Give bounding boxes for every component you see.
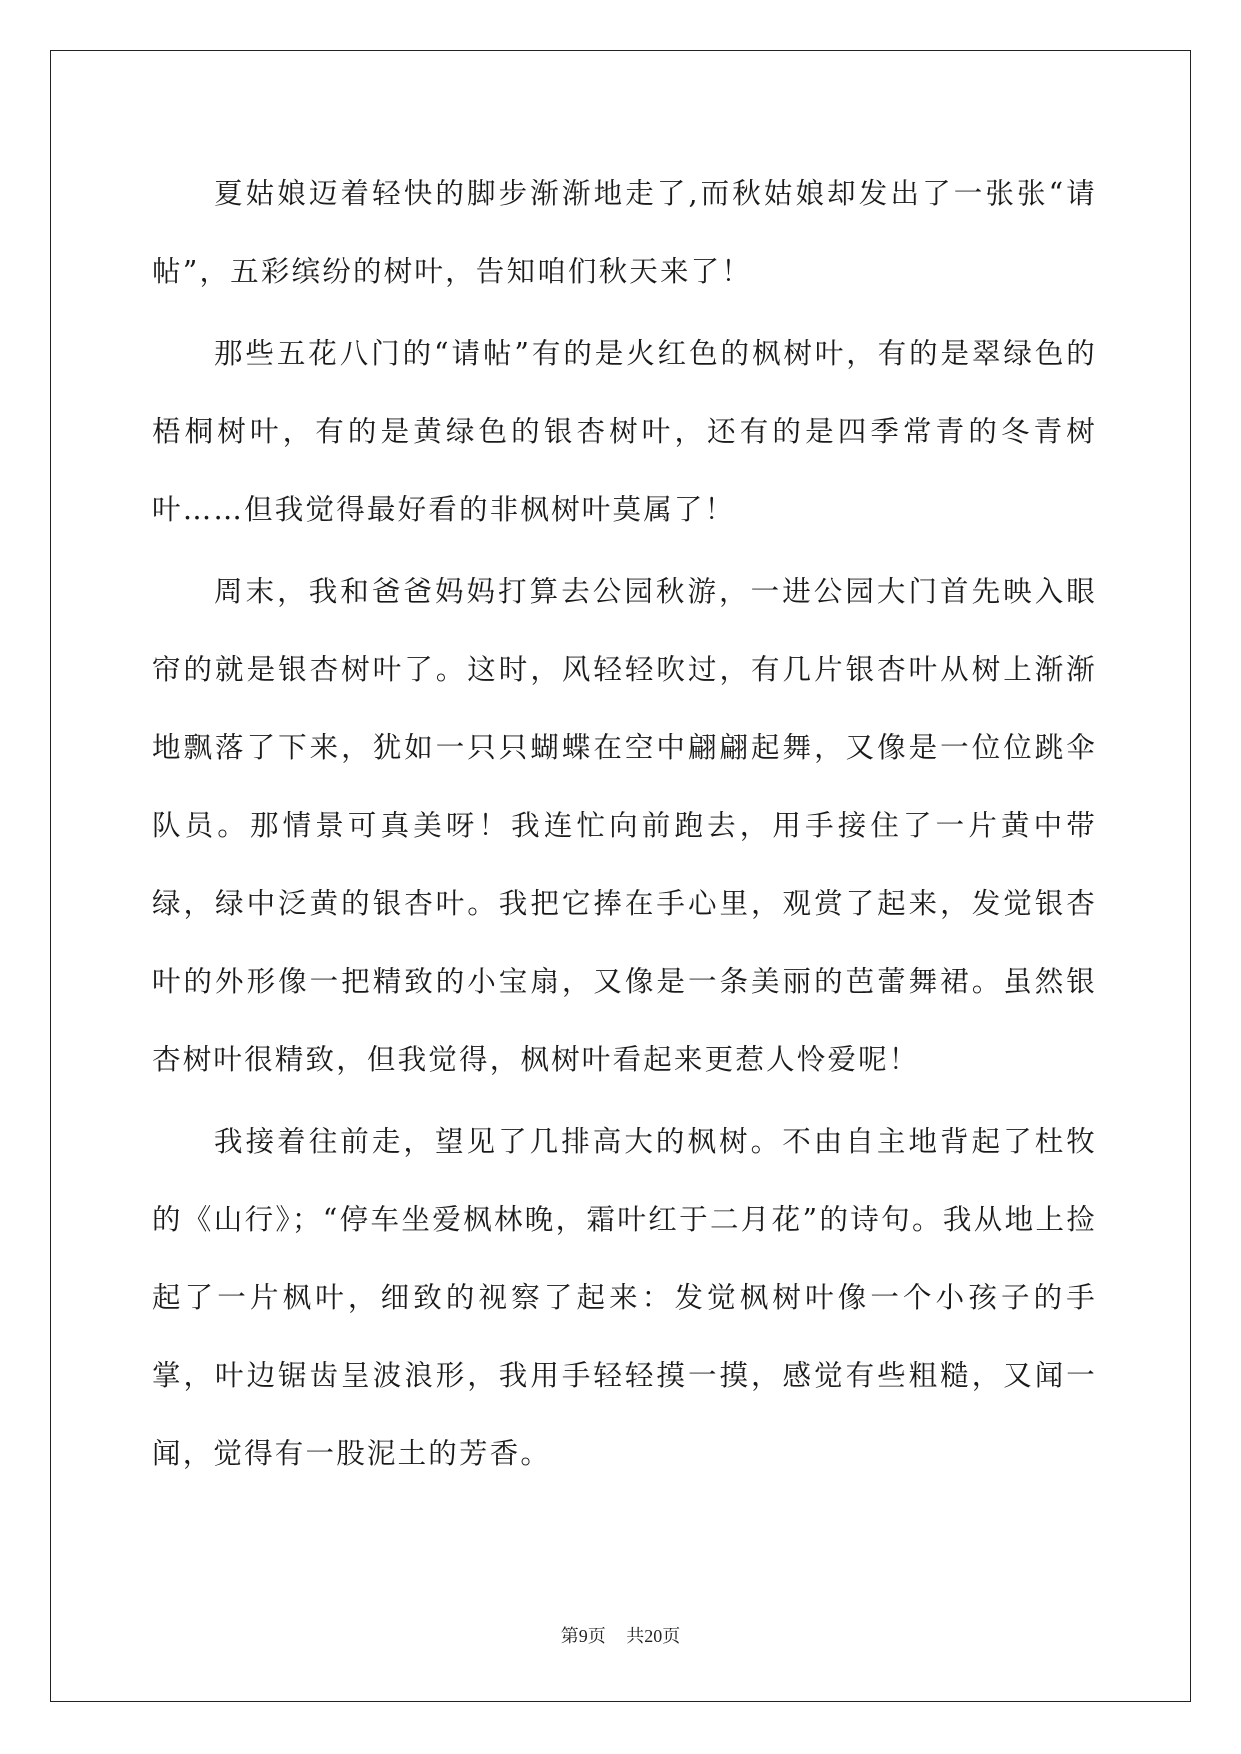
paragraph-3: 周末，我和爸爸妈妈打算去公园秋游，一进公园大门首先映入眼帘的就是银杏树叶了。这时，风轻轻吹过，有几片银杏叶从树上渐渐地飘落了下来，犹如一只只蝴蝶在空中翩翩起舞，又像是一位位跳伞队员。那情景可真美呀！我连忙向前跑去，用手接住了一片黄中带绿，绿中泛黄的银杏叶。我把它捧在手心里，观赏了起来，发觉银杏叶的外形像一把精致的小宝扇，又像是一条美丽的芭蕾舞裙。虽然银杏树叶很精致，但我觉得，枫树叶看起来更惹人怜爱呢！	[152, 575, 1097, 1076]
paragraph-1: 夏姑娘迈着轻快的脚步渐渐地走了,而秋姑娘却发出了一张张“请帖”，五彩缤纷的树叶，告知咱们秋天来了！	[152, 177, 1097, 288]
paragraph-4: 我接着往前走，望见了几排高大的枫树。不由自主地背起了杜牧的《山行》；“停车坐爱枫林晚，霜叶红于二月花”的诗句。我从地上捡起了一片枫叶，细致的视察了起来：发觉枫树叶像一个小孩子的手掌，叶边锯齿呈波浪形，我用手轻轻摸一摸，感觉有些粗糙，又闻一闻，觉得有一股泥土的芳香。	[152, 1125, 1097, 1470]
paragraph-2: 那些五花八门的“请帖”有的是火红色的枫树叶，有的是翠绿色的梧桐树叶，有的是黄绿色的银杏树叶，还有的是四季常青的冬青树叶……但我觉得最好看的非枫树叶莫属了！	[152, 337, 1097, 526]
document-body	[152, 155, 1097, 1497]
page-footer	[0, 1622, 1241, 1648]
page-number-total: 共20页	[626, 1626, 681, 1646]
page-number-current: 第9页	[560, 1626, 606, 1646]
